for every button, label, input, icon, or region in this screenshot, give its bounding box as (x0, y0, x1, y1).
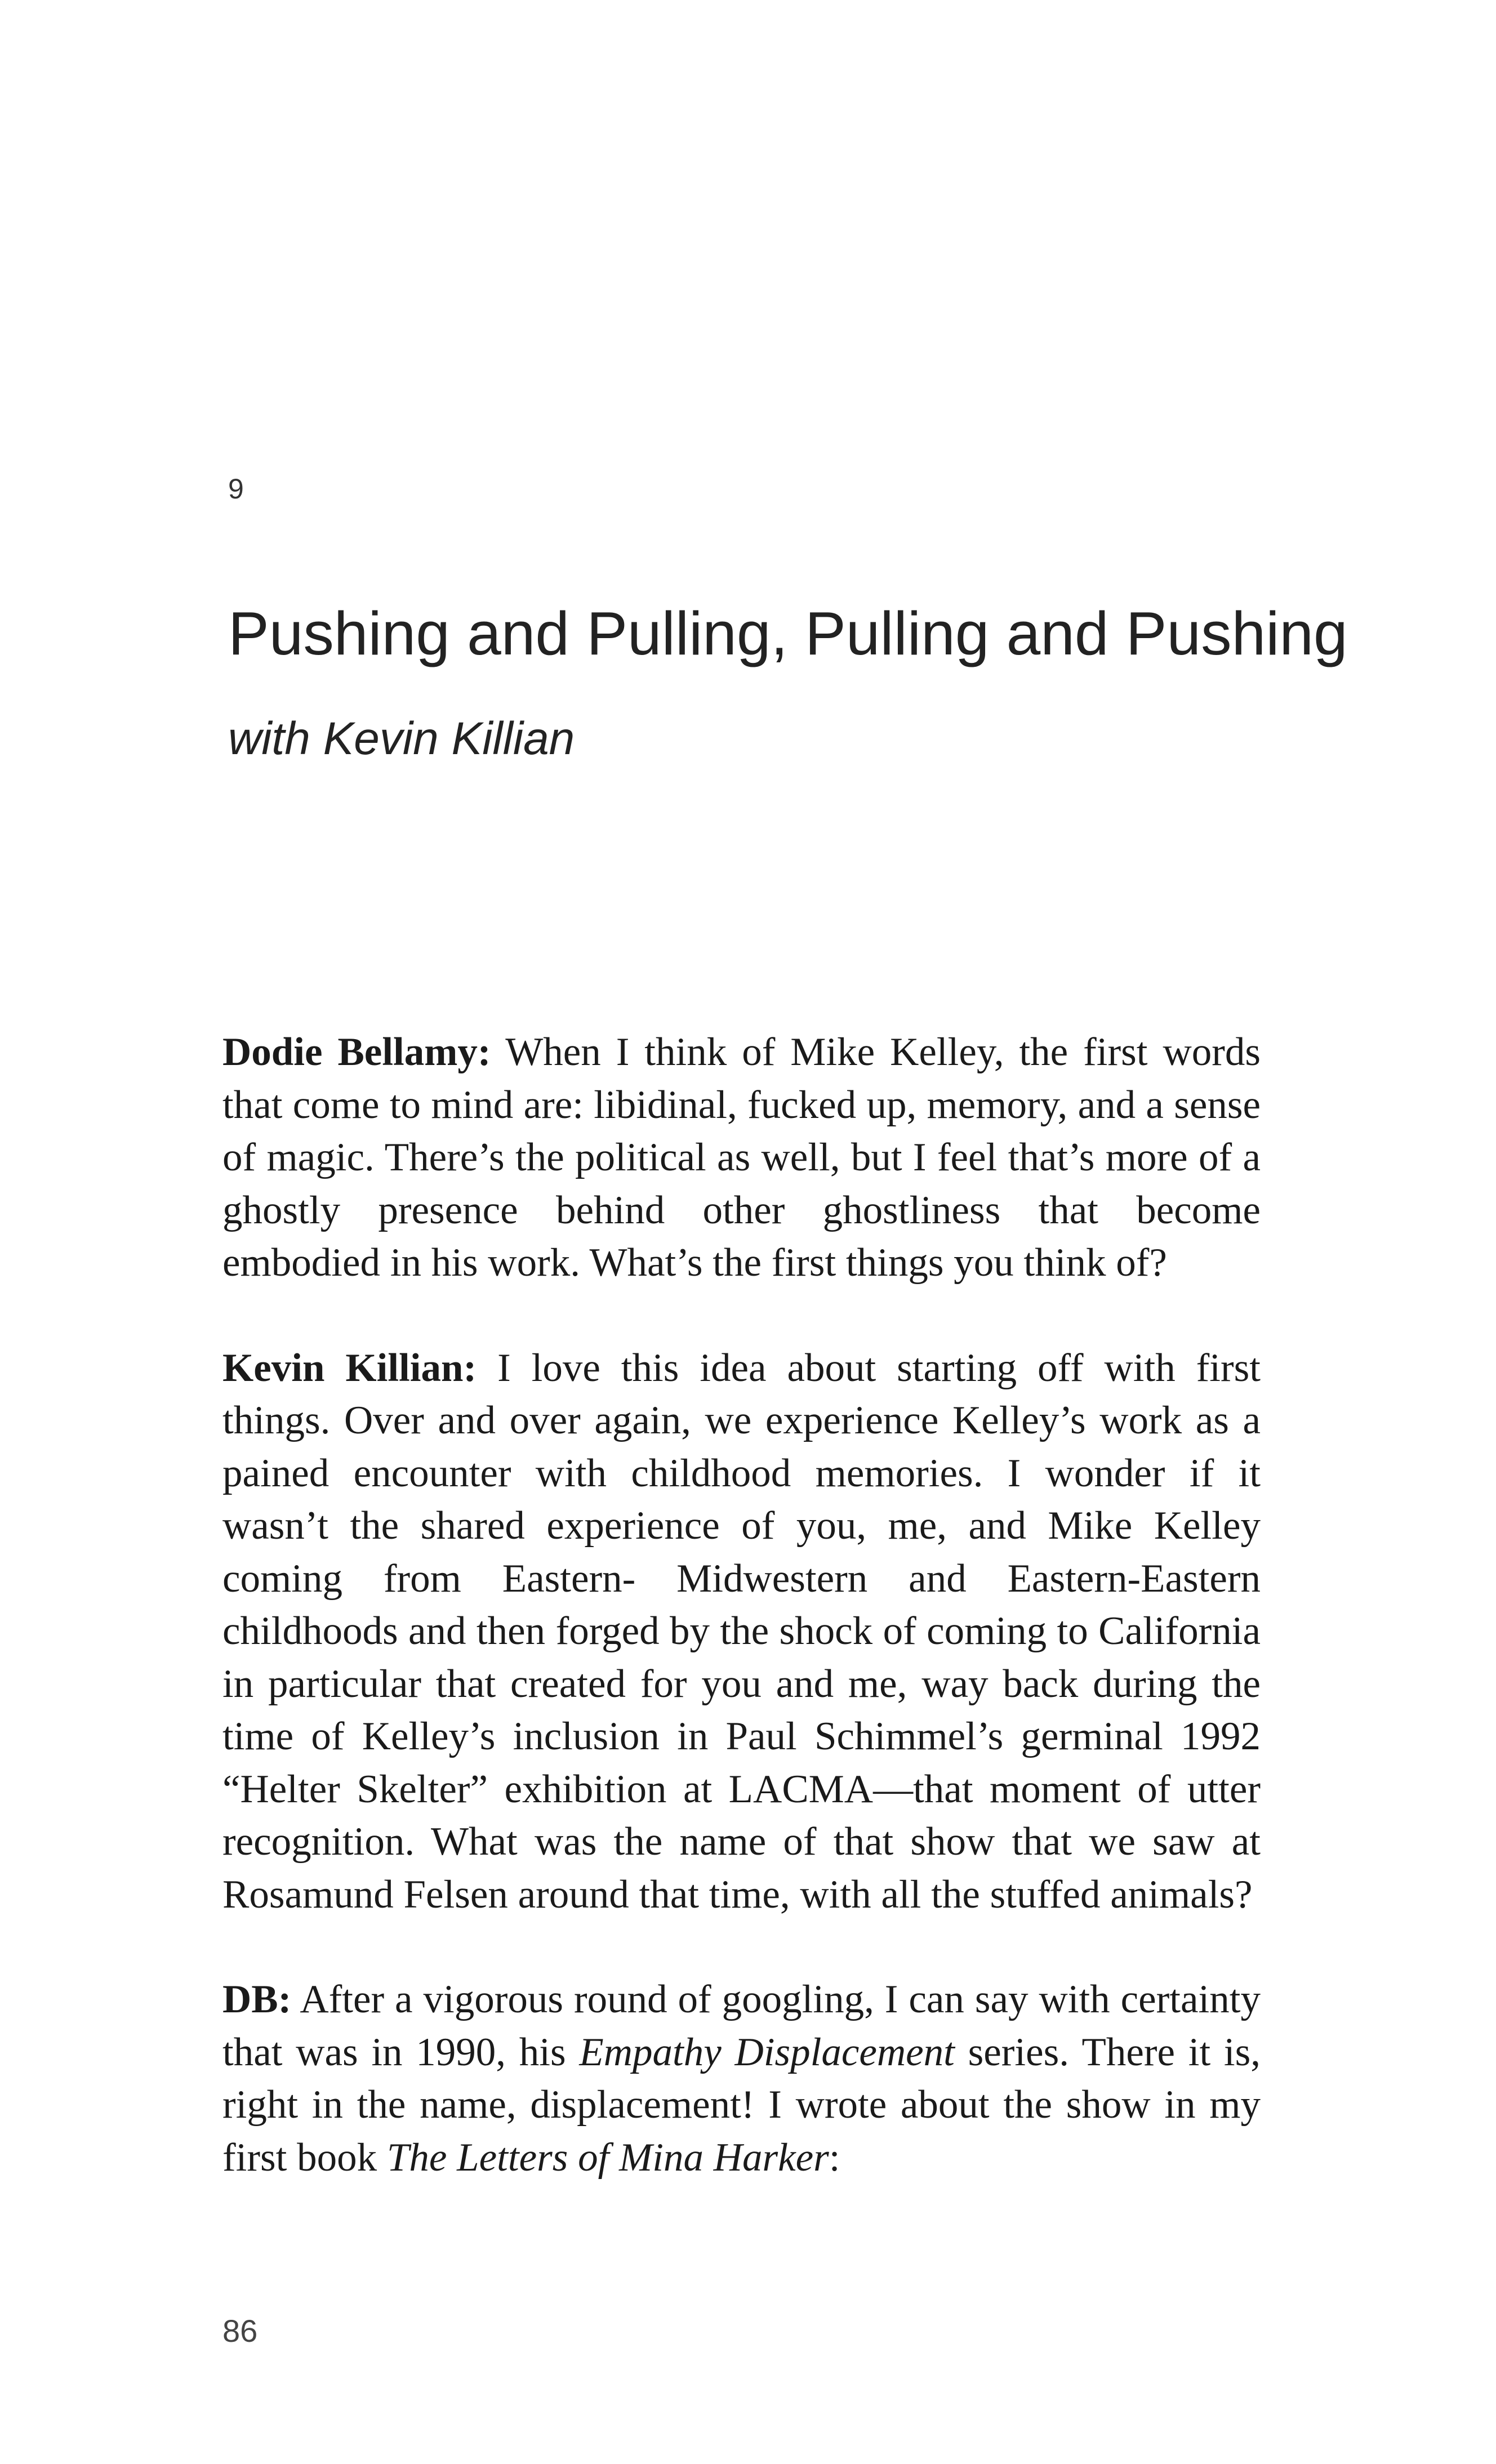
book-title-letters-of-mina-harker: The Letters of Mina Harker (386, 2135, 829, 2180)
chapter-title: Pushing and Pulling, Pulling and Pushing (228, 599, 1348, 668)
interview-body (222, 1026, 1261, 2236)
page-number: 86 (222, 2313, 258, 2349)
paragraph-db (222, 1973, 1261, 2184)
paragraph-text: When I think of Mike Kelley, the first words that come to mind are: libidinal, fucked up, memory, and a sense of magic. There’s the political as well, but I feel that’s more of a ghostly presence behind other ghostliness that become embodied in his work. What’s the first things you think of? (222, 1030, 1261, 1285)
paragraph-text: : (829, 2135, 840, 2180)
speaker-label: Dodie Bellamy: (222, 1030, 491, 1074)
paragraph-dodie-bellamy (222, 1026, 1261, 1290)
speaker-label: DB: (222, 1977, 292, 2021)
paragraph-text: series. There it is, right in the name, displacement! I wrote about the show in my first book (222, 2030, 1261, 2180)
paragraph-kevin-killian (222, 1342, 1261, 1922)
chapter-number: 9 (228, 473, 244, 505)
chapter-subtitle: with Kevin Killian (228, 713, 575, 764)
work-title-empathy-displacement: Empathy Displacement (579, 2030, 955, 2074)
paragraph-text: After a vigorous round of googling, I can say with certainty that was in 1990, his (222, 1977, 1261, 2074)
speaker-label: Kevin Killian: (222, 1345, 477, 1390)
paragraph-text: I love this idea about starting off with first things. Over and over again, we experience Kelley’s work as a pained encounter with childhood memories. I wonder if it wasn’t the shared experience of you, me, and Mike Kelley coming from Eastern- Midwestern and Eastern-Eastern childhoods and then forged by the shock of coming to California in particular that created for you and me, way back during the time of Kelley’s inclusion in Paul Schimmel’s germinal 1992 “Helter Skelter” exhibition at LACMA—that moment of utter recognition. What was the name of that show that we saw at Rosamund Felsen around that time, with all the stuffed animals? (222, 1345, 1261, 1917)
